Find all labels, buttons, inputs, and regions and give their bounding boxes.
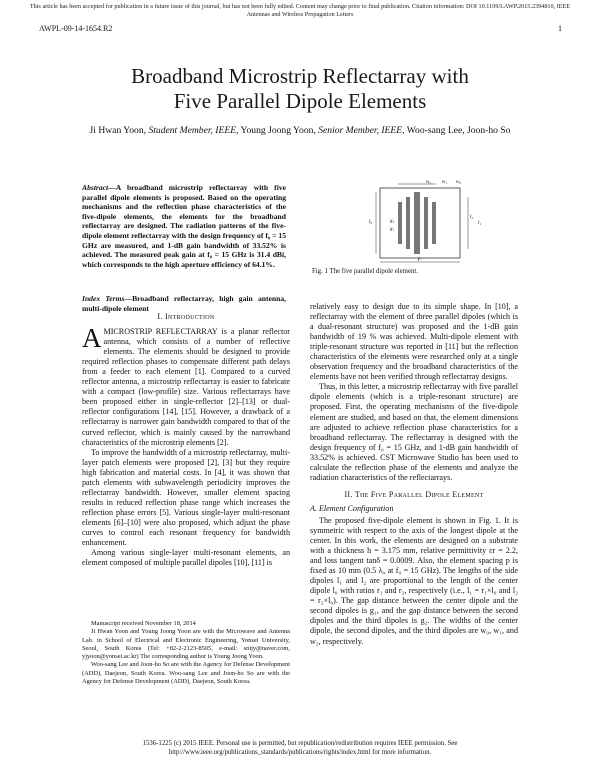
footnote-received: Manuscript received November 18, 2014 <box>91 620 196 627</box>
section-1-heading: I. Introduction <box>157 312 215 321</box>
intro-paragraph-2: To improve the bandwidth of a microstrip reflectarray, multi-layer patch elements were proposed [2], [3] but they require high fabrication and material costs. In [4], it was shown that patch elements with subwavelength periodicity improves the reflectarray bandwidth. However, smaller element spacing results in reduced reflection phase range which increases the reflection phase errors [5]. Various single-layer multi-resonant elements [6]–[10] were also proposed, which adjust the phase curves to control each resonant frequency for bandwidth enhancement. <box>82 447 290 548</box>
label-w2: w₂ <box>426 180 432 185</box>
label-g2: g₂ <box>390 219 395 224</box>
right-column <box>310 302 518 647</box>
intro-paragraph-1: AMICROSTRIP REFLECTARRAY is a planar reflector antenna, which consists of a number of reflective elements. The elements should be designed to provide required reflection phases to compensate different path delays from a feeder to each element [1]. Compared to a curved reflector antenna, a microstrip reflectarray is easier to fabricate with a compact (low-profile) size. Various reflectarrays have been proposed either in single-reflector [2]–[13] or dual-reflector configurations [14], [15]. However, a drawback of a reflectarray is narrower gain bandwidth compared to that of the curved reflector, which is mainly caused by the narrowband characteristics of the microstrip elements [2]. <box>82 323 290 447</box>
abstract-label: Abstract <box>82 183 109 192</box>
right-paragraph-3: The proposed five-dipole element is shown in Fig. 1. It is symmetric with respect to the axis of the longest dipole at the center. In this work, the elements are designed on a substrate with a thickness h = 3.175 mm, relative permittivity εr = 2.2, and loss tangent tanδ = 0.0009. Also, the element spacing p is fixed as 10 mm (0.5 λ₀ at f₀ = 15 GHz). The lengths of the side dipoles l₁ and l₂ are proportional to the length of the center dipole l₀ with ratios r₁ and r₂, respectively (i.e., l₁ = r₁×l₀ and l₂ = r₂×l₀). The gap distance between the center dipole and the second dipoles is g₁, and the gap distance between the second dipoles and the third dipoles is g₂. The widths of the center dipole, the second dipoles, and the third dipoles are w₀, w₁, and w₂, respectively. <box>310 515 518 646</box>
footer-url[interactable]: http://www.ieee.org/publications_standards/publications/rights/index.html for more information. <box>168 748 432 756</box>
footnotes <box>82 620 290 686</box>
manuscript-id: AWPL-09-14-1654.R2 <box>39 24 113 33</box>
author-2-role: Senior Member, IEEE <box>318 125 403 136</box>
footnote-affiliation-1: Ji Hwan Yoon and Young Joong Yoon are with the Microwave and Antenna Lab. in School of Electrical and Electronic Engineering, Yonsei University, Seoul, South Korea (Tel: +82-2-2123-8505, e-mail: snijy@naver.com, yjyoon@yonsei.ac.kr) The corresponding author is Young Joong Yoon. <box>82 628 290 661</box>
label-l1: l₁ <box>478 221 482 226</box>
left-column <box>82 312 290 568</box>
label-l2: l₂ <box>470 215 474 220</box>
intro-paragraph-3: Among various single-layer multi-resonant elements, an element composed of multiple parallel dipoles [10], [11] is <box>82 548 290 568</box>
label-g1: g₁ <box>390 227 395 232</box>
dipole-inner-left <box>406 197 410 249</box>
title-line-1: Broadband Microstrip Reflectarray with <box>131 64 469 88</box>
subsection-heading: A. Element Configuration <box>310 503 394 513</box>
label-p: p <box>418 257 421 262</box>
author-1: Ji Hwan Yoon, <box>89 125 149 136</box>
right-paragraph-1: relatively easy to design due to its simple shape. In [10], a reflectarray with the element of three parallel dipoles (which is a dual-resonant structure) was proposed and the 1-dB gain bandwidth of 19 % was achieved. Multi-dipole element with triple-resonant structure was reported in [11] but the reflection characteristics of the elements were researched only at a single observation frequency and the broadband characteristics of the elements have not been verified through reflectarray designs. <box>310 302 518 382</box>
paper-title <box>30 64 570 114</box>
title-line-2: Five Parallel Dipole Elements <box>173 89 427 113</box>
right-paragraph-2: Thus, in this letter, a microstrip reflectarray with five parallel dipole elements (which is a triple-resonant structure) are proposed. First, the operating mechanisms of the five-dipole element are studied, and based on that, the element dimensions are adjusted to achieve reflection phase characteristics for a broadband reflectarray. The reflectarray is designed with the design frequency of f₀ = 15 GHz, and 1-dB gain bandwidth of 33.52% is achieved. CST Microwave Studio has been used to calculate the reflection phase of the elements and analyze the radiation characteristics of the reflectarrays. <box>310 382 518 482</box>
page-number: 1 <box>558 24 562 33</box>
abstract <box>82 183 286 269</box>
index-terms <box>82 294 286 313</box>
author-2: , Young Joong Yoon, <box>236 125 319 136</box>
index-terms-text: —Broadband reflectarray, high gain antenna, multi-dipole element <box>82 294 287 313</box>
abstract-text: —A broadband microstrip reflectarray with five parallel dipole elements is proposed. Based on the operating mechanisms and the reflection phase characteristics of the five-dipole elements, the elements for the broadband reflectarray are designed. The radiation patterns of the five-dipole element reflectarray with the design frequency of f₀ = 15 GHz are measured, and 1-dB gain bandwidth of 33.52% is achieved. The measured peak gain at f₀ = 15 GHz is 31.4 dBi, which corresponds to the high aperture efficiency of 64.1%. <box>82 183 286 269</box>
figure-1-dipole-element <box>368 178 488 264</box>
footer-copyright: 1536-1225 (c) 2015 IEEE. Personal use is permitted, but republication/redistribution requires IEEE permission. See <box>142 740 458 747</box>
label-l0: l₀ <box>369 220 373 225</box>
dipole-inner-right <box>424 197 428 249</box>
drop-cap: A <box>82 323 102 354</box>
footnote-affiliation-2: Woo-sang Lee and Joon-ho So are with the Agency for Defense Development (ADD), Daejeon, South Korea. Woo-sang Lee and Joon-ho So are with the Agency for Defense Development (ADD), Daejeon, South Korea. <box>82 661 290 686</box>
author-3: , Woo-sang Lee, Joon-ho So <box>402 125 511 136</box>
publication-notice: This article has been accepted for publication in a future issue of this journal, but has not been fully edited. Content may change prior to final publication. Citation information: DOI 10.1109/LAWP.2015.2394810, IEEE Antennas and Wireless Propagation Letters <box>29 3 571 18</box>
section-2-heading: II. The Five Parallel Dipole Element <box>344 489 484 499</box>
page-footer <box>40 740 560 757</box>
label-w1: w₁ <box>442 180 448 185</box>
author-1-role: Student Member, IEEE <box>148 125 237 136</box>
figure-1-caption: Fig. 1 The five parallel dipole element. <box>312 268 418 275</box>
label-w0: w₀ <box>456 180 462 185</box>
dipole-outer-left <box>398 202 402 244</box>
dipole-outer-right <box>432 202 436 244</box>
dipole-center <box>414 192 420 254</box>
author-list <box>20 125 580 136</box>
index-terms-label: Index Terms <box>82 294 125 303</box>
